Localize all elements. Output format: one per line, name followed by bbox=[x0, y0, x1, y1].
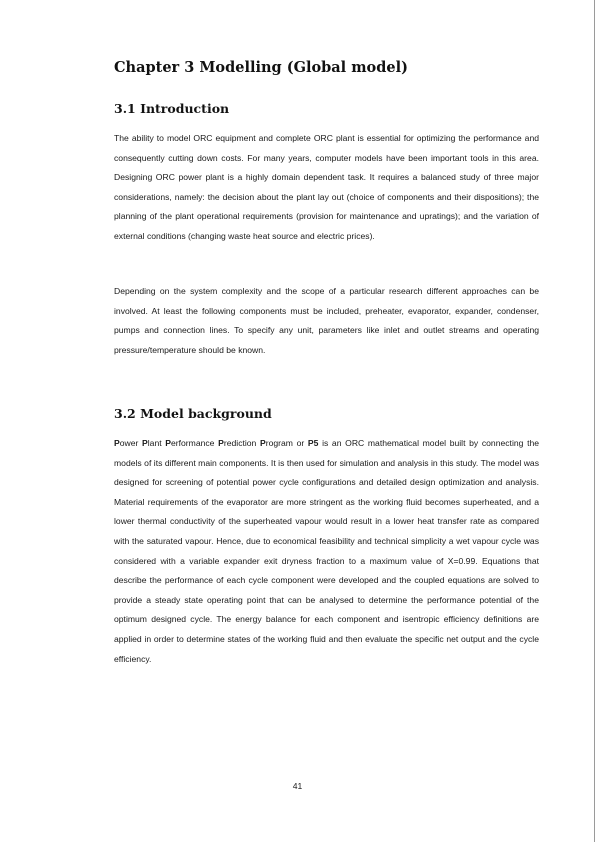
paragraph-body-text: is an ORC mathematical model built by connecting the models of its different main components. It is then used for simulation and analysis in this study. The model was designed for screening of potential power cycle configurations and detailed design optimization and analysis. Material requirements of the evaporator are more stringent as the working fluid becomes superheated, and a lower thermal conductivity of the superheated vapour would result in a lower heat transfer rate as compared with the saturated vapour. Hence, due to economical feasibility and technical simplicity a wet vapour cycle was considered with a variable expander exit dryness fraction to a maximum value of X=0.99. Equations that describe the performance of each cycle component were developed and the coupled equations are solved to provide a steady state operating point that can be analysed to determine the performance potential of the optimum designed cycle. The energy balance for each component and isentropic efficiency definitions are applied in order to determine states of the working fluid and then evaluate the specific net output and the cycle efficiency. bbox=[114, 438, 540, 664]
acronym-letter: P bbox=[114, 438, 120, 448]
section-heading-introduction: 3.1 Introduction bbox=[114, 101, 230, 116]
section-heading-model-background: 3.2 Model background bbox=[114, 406, 272, 421]
page-number: 41 bbox=[292, 781, 303, 791]
acronym-letter: P bbox=[218, 438, 224, 448]
paragraph-model-background bbox=[114, 434, 539, 669]
acronym-letter: P bbox=[165, 438, 171, 448]
acronym-word-rest: lant bbox=[147, 438, 166, 448]
acronym-letter: P bbox=[260, 438, 266, 448]
acronym-word-rest: erformance bbox=[171, 438, 219, 448]
paragraph-introduction-2: Depending on the system complexity and the scope of a particular research different approaches can be involved. At least the following components must be included, preheater, evaporator, expander, condenser, pumps and connection lines. To specify any unit, parameters like inlet and outlet streams and operating pressure/temperature should be known. bbox=[114, 286, 539, 355]
paragraph-introduction-1: The ability to model ORC equipment and complete ORC plant is essential for optimizing the performance and consequently cutting down costs. For many years, computer models have been important tools in this area. Designing ORC power plant is a highly domain dependent task. It requires a balanced study of three major considerations, namely: the decision about the plant lay out (choice of components and their dispositions); the planning of the plant operational requirements (provision for maintenance and upratings); and the variation of external conditions (changing waste heat source and electric prices). bbox=[114, 133, 539, 241]
chapter-title: Chapter 3 Modelling (Global model) bbox=[114, 59, 408, 76]
acronym-letter: P bbox=[142, 438, 148, 448]
acronym-word-rest: rogram or bbox=[265, 438, 308, 448]
acronym-word-rest: rediction bbox=[223, 438, 260, 448]
acronym-p5: P5 bbox=[307, 438, 319, 448]
acronym-word-rest: ower bbox=[119, 438, 143, 448]
